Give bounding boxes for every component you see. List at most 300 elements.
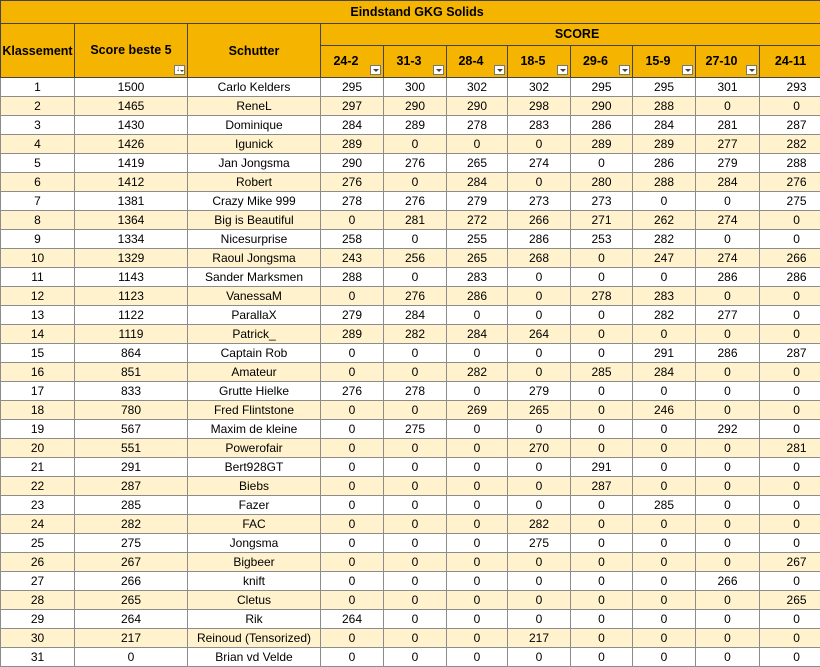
score-cell[interactable]: 286	[760, 268, 820, 287]
score-cell[interactable]: 0	[447, 135, 508, 154]
best5-cell[interactable]: 1430	[75, 116, 188, 135]
score-cell[interactable]: 0	[571, 515, 633, 534]
score-cell[interactable]: 0	[696, 591, 760, 610]
score-cell[interactable]: 0	[760, 496, 820, 515]
score-cell[interactable]: 289	[321, 135, 384, 154]
best5-cell[interactable]: 267	[75, 553, 188, 572]
score-cell[interactable]: 0	[508, 648, 571, 667]
score-cell[interactable]: 0	[508, 458, 571, 477]
score-cell[interactable]: 265	[508, 401, 571, 420]
score-cell[interactable]: 0	[447, 420, 508, 439]
score-cell[interactable]: 266	[760, 249, 820, 268]
shooter-cell[interactable]: ParallaX	[188, 306, 321, 325]
rank-cell[interactable]: 24	[1, 515, 75, 534]
score-cell[interactable]: 288	[633, 97, 696, 116]
shooter-cell[interactable]: Fazer	[188, 496, 321, 515]
score-cell[interactable]: 0	[321, 439, 384, 458]
score-cell[interactable]: 278	[384, 382, 447, 401]
best5-cell[interactable]: 287	[75, 477, 188, 496]
score-cell[interactable]: 0	[571, 344, 633, 363]
score-cell[interactable]: 301	[696, 78, 760, 97]
score-cell[interactable]: 0	[384, 515, 447, 534]
score-cell[interactable]: 0	[571, 268, 633, 287]
score-cell[interactable]: 278	[321, 192, 384, 211]
header-date-3[interactable]	[508, 45, 571, 77]
header-best5[interactable]	[75, 24, 188, 78]
score-cell[interactable]: 0	[447, 439, 508, 458]
score-cell[interactable]: 0	[508, 610, 571, 629]
score-cell[interactable]: 0	[633, 382, 696, 401]
score-cell[interactable]: 0	[696, 382, 760, 401]
score-cell[interactable]: 0	[633, 477, 696, 496]
score-cell[interactable]: 255	[447, 230, 508, 249]
score-cell[interactable]: 253	[571, 230, 633, 249]
score-cell[interactable]: 217	[508, 629, 571, 648]
score-cell[interactable]: 258	[321, 230, 384, 249]
best5-cell[interactable]: 264	[75, 610, 188, 629]
shooter-cell[interactable]: Jongsma	[188, 534, 321, 553]
rank-cell[interactable]: 11	[1, 268, 75, 287]
score-cell[interactable]: 0	[447, 458, 508, 477]
score-cell[interactable]: 0	[696, 230, 760, 249]
score-cell[interactable]: 280	[571, 173, 633, 192]
score-cell[interactable]: 0	[696, 553, 760, 572]
filter-dropdown-icon[interactable]	[746, 65, 757, 75]
score-cell[interactable]: 0	[633, 515, 696, 534]
score-cell[interactable]: 0	[633, 420, 696, 439]
rank-cell[interactable]: 13	[1, 306, 75, 325]
score-cell[interactable]: 0	[384, 496, 447, 515]
score-cell[interactable]: 270	[508, 439, 571, 458]
score-cell[interactable]: 273	[508, 192, 571, 211]
shooter-cell[interactable]: Igunick	[188, 135, 321, 154]
rank-cell[interactable]: 8	[1, 211, 75, 230]
rank-cell[interactable]: 27	[1, 572, 75, 591]
score-cell[interactable]: 266	[508, 211, 571, 230]
score-cell[interactable]: 284	[633, 363, 696, 382]
score-cell[interactable]: 279	[508, 382, 571, 401]
score-cell[interactable]: 0	[696, 477, 760, 496]
score-cell[interactable]: 0	[321, 287, 384, 306]
score-cell[interactable]: 264	[508, 325, 571, 344]
score-cell[interactable]: 0	[384, 135, 447, 154]
shooter-cell[interactable]: Bert928GT	[188, 458, 321, 477]
score-cell[interactable]: 290	[321, 154, 384, 173]
score-cell[interactable]: 286	[696, 268, 760, 287]
score-cell[interactable]: 286	[571, 116, 633, 135]
score-cell[interactable]: 276	[384, 192, 447, 211]
score-cell[interactable]: 0	[633, 325, 696, 344]
score-cell[interactable]: 0	[696, 192, 760, 211]
score-cell[interactable]: 281	[384, 211, 447, 230]
score-cell[interactable]: 276	[760, 173, 820, 192]
score-cell[interactable]: 295	[321, 78, 384, 97]
best5-cell[interactable]: 1465	[75, 97, 188, 116]
rank-cell[interactable]: 17	[1, 382, 75, 401]
score-cell[interactable]: 243	[321, 249, 384, 268]
rank-cell[interactable]: 21	[1, 458, 75, 477]
score-cell[interactable]: 293	[760, 78, 820, 97]
shooter-cell[interactable]: Biebs	[188, 477, 321, 496]
score-cell[interactable]: 0	[384, 230, 447, 249]
rank-cell[interactable]: 20	[1, 439, 75, 458]
shooter-cell[interactable]: Cletus	[188, 591, 321, 610]
score-cell[interactable]: 0	[633, 534, 696, 553]
score-cell[interactable]: 302	[447, 78, 508, 97]
best5-cell[interactable]: 275	[75, 534, 188, 553]
rank-cell[interactable]: 16	[1, 363, 75, 382]
header-rank[interactable]	[1, 24, 75, 78]
score-cell[interactable]: 0	[384, 629, 447, 648]
score-cell[interactable]: 282	[633, 230, 696, 249]
score-cell[interactable]: 0	[760, 382, 820, 401]
rank-cell[interactable]: 28	[1, 591, 75, 610]
score-cell[interactable]: 286	[696, 344, 760, 363]
best5-cell[interactable]: 780	[75, 401, 188, 420]
score-cell[interactable]: 0	[321, 363, 384, 382]
score-cell[interactable]: 265	[760, 591, 820, 610]
shooter-cell[interactable]: Powerofair	[188, 439, 321, 458]
score-cell[interactable]: 295	[633, 78, 696, 97]
score-cell[interactable]: 287	[760, 344, 820, 363]
score-cell[interactable]: 287	[760, 116, 820, 135]
score-cell[interactable]: 0	[633, 572, 696, 591]
best5-cell[interactable]: 1123	[75, 287, 188, 306]
filter-dropdown-icon[interactable]	[682, 65, 693, 75]
score-cell[interactable]: 0	[571, 534, 633, 553]
rank-cell[interactable]: 10	[1, 249, 75, 268]
score-cell[interactable]: 246	[633, 401, 696, 420]
rank-cell[interactable]: 25	[1, 534, 75, 553]
score-cell[interactable]: 0	[321, 477, 384, 496]
score-cell[interactable]: 264	[321, 610, 384, 629]
score-cell[interactable]: 0	[384, 553, 447, 572]
score-cell[interactable]: 0	[384, 268, 447, 287]
score-cell[interactable]: 0	[508, 268, 571, 287]
header-date-4[interactable]	[571, 45, 633, 77]
header-date-7[interactable]	[760, 45, 820, 77]
score-cell[interactable]: 298	[508, 97, 571, 116]
best5-cell[interactable]: 291	[75, 458, 188, 477]
score-cell[interactable]: 0	[760, 610, 820, 629]
score-cell[interactable]: 287	[571, 477, 633, 496]
best5-cell[interactable]: 265	[75, 591, 188, 610]
filter-dropdown-icon[interactable]	[433, 65, 444, 75]
score-cell[interactable]: 0	[696, 439, 760, 458]
best5-cell[interactable]: 282	[75, 515, 188, 534]
score-cell[interactable]: 276	[321, 173, 384, 192]
score-cell[interactable]: 0	[760, 572, 820, 591]
score-cell[interactable]: 265	[447, 154, 508, 173]
score-cell[interactable]: 0	[321, 515, 384, 534]
score-cell[interactable]: 266	[696, 572, 760, 591]
best5-cell[interactable]: 551	[75, 439, 188, 458]
score-cell[interactable]: 0	[696, 610, 760, 629]
score-cell[interactable]: 274	[696, 211, 760, 230]
filter-dropdown-icon[interactable]	[370, 65, 381, 75]
rank-cell[interactable]: 5	[1, 154, 75, 173]
score-cell[interactable]: 282	[760, 135, 820, 154]
shooter-cell[interactable]: Dominique	[188, 116, 321, 135]
rank-cell[interactable]: 4	[1, 135, 75, 154]
score-cell[interactable]: 0	[633, 629, 696, 648]
sort-filter-icon[interactable]	[174, 65, 185, 75]
best5-cell[interactable]: 1119	[75, 325, 188, 344]
score-cell[interactable]: 0	[321, 591, 384, 610]
score-cell[interactable]: 0	[633, 192, 696, 211]
score-cell[interactable]: 0	[760, 534, 820, 553]
rank-cell[interactable]: 12	[1, 287, 75, 306]
score-cell[interactable]: 284	[447, 325, 508, 344]
shooter-cell[interactable]: Big is Beautiful	[188, 211, 321, 230]
score-cell[interactable]: 302	[508, 78, 571, 97]
score-cell[interactable]: 0	[760, 420, 820, 439]
score-cell[interactable]: 0	[447, 477, 508, 496]
rank-cell[interactable]: 9	[1, 230, 75, 249]
score-cell[interactable]: 289	[633, 135, 696, 154]
shooter-cell[interactable]: ReneL	[188, 97, 321, 116]
header-shooter[interactable]	[188, 24, 321, 78]
shooter-cell[interactable]: Carlo Kelders	[188, 78, 321, 97]
score-cell[interactable]: 269	[447, 401, 508, 420]
score-cell[interactable]: 295	[571, 78, 633, 97]
score-cell[interactable]: 0	[760, 325, 820, 344]
score-cell[interactable]: 279	[696, 154, 760, 173]
score-cell[interactable]: 0	[571, 572, 633, 591]
score-cell[interactable]: 0	[384, 439, 447, 458]
score-cell[interactable]: 276	[384, 287, 447, 306]
score-cell[interactable]: 0	[696, 534, 760, 553]
score-cell[interactable]: 0	[321, 534, 384, 553]
score-cell[interactable]: 0	[384, 363, 447, 382]
score-cell[interactable]: 272	[447, 211, 508, 230]
score-cell[interactable]: 267	[760, 553, 820, 572]
score-cell[interactable]: 0	[321, 648, 384, 667]
score-cell[interactable]: 276	[384, 154, 447, 173]
shooter-cell[interactable]: Jan Jongsma	[188, 154, 321, 173]
score-cell[interactable]: 288	[760, 154, 820, 173]
score-cell[interactable]: 0	[447, 629, 508, 648]
score-cell[interactable]: 0	[508, 496, 571, 515]
score-cell[interactable]: 275	[508, 534, 571, 553]
score-cell[interactable]: 0	[571, 401, 633, 420]
score-cell[interactable]: 0	[696, 97, 760, 116]
score-cell[interactable]: 0	[760, 477, 820, 496]
score-cell[interactable]: 282	[384, 325, 447, 344]
best5-cell[interactable]: 1412	[75, 173, 188, 192]
filter-dropdown-icon[interactable]	[619, 65, 630, 75]
score-cell[interactable]: 274	[696, 249, 760, 268]
score-cell[interactable]: 282	[633, 306, 696, 325]
score-cell[interactable]: 284	[384, 306, 447, 325]
score-cell[interactable]: 0	[384, 610, 447, 629]
score-cell[interactable]: 289	[384, 116, 447, 135]
score-cell[interactable]: 0	[571, 420, 633, 439]
score-cell[interactable]: 0	[760, 363, 820, 382]
score-cell[interactable]: 277	[696, 306, 760, 325]
score-cell[interactable]: 0	[321, 629, 384, 648]
rank-cell[interactable]: 3	[1, 116, 75, 135]
score-cell[interactable]: 0	[633, 458, 696, 477]
score-cell[interactable]: 0	[696, 401, 760, 420]
header-date-1[interactable]	[384, 45, 447, 77]
shooter-cell[interactable]: Captain Rob	[188, 344, 321, 363]
score-cell[interactable]: 0	[696, 287, 760, 306]
score-cell[interactable]: 273	[571, 192, 633, 211]
best5-cell[interactable]: 864	[75, 344, 188, 363]
score-cell[interactable]: 0	[321, 572, 384, 591]
score-cell[interactable]: 274	[508, 154, 571, 173]
best5-cell[interactable]: 1500	[75, 78, 188, 97]
score-cell[interactable]: 0	[760, 211, 820, 230]
rank-cell[interactable]: 26	[1, 553, 75, 572]
shooter-cell[interactable]: Rik	[188, 610, 321, 629]
score-cell[interactable]: 0	[571, 249, 633, 268]
score-cell[interactable]: 0	[384, 591, 447, 610]
rank-cell[interactable]: 19	[1, 420, 75, 439]
shooter-cell[interactable]: Bigbeer	[188, 553, 321, 572]
shooter-cell[interactable]: Fred Flintstone	[188, 401, 321, 420]
score-cell[interactable]: 0	[696, 363, 760, 382]
score-cell[interactable]: 0	[321, 496, 384, 515]
score-cell[interactable]: 271	[571, 211, 633, 230]
rank-cell[interactable]: 29	[1, 610, 75, 629]
score-cell[interactable]: 290	[447, 97, 508, 116]
score-cell[interactable]: 0	[384, 344, 447, 363]
shooter-cell[interactable]: Maxim de kleine	[188, 420, 321, 439]
score-cell[interactable]: 0	[384, 401, 447, 420]
score-cell[interactable]: 0	[633, 553, 696, 572]
best5-cell[interactable]: 0	[75, 648, 188, 667]
score-cell[interactable]: 0	[384, 477, 447, 496]
score-cell[interactable]: 0	[633, 268, 696, 287]
score-cell[interactable]: 0	[571, 154, 633, 173]
score-cell[interactable]: 0	[321, 420, 384, 439]
score-cell[interactable]: 286	[508, 230, 571, 249]
score-cell[interactable]: 268	[508, 249, 571, 268]
score-cell[interactable]: 262	[633, 211, 696, 230]
score-cell[interactable]: 284	[447, 173, 508, 192]
score-cell[interactable]: 281	[696, 116, 760, 135]
best5-cell[interactable]: 851	[75, 363, 188, 382]
score-cell[interactable]: 0	[321, 211, 384, 230]
score-cell[interactable]: 247	[633, 249, 696, 268]
best5-cell[interactable]: 1143	[75, 268, 188, 287]
best5-cell[interactable]: 1122	[75, 306, 188, 325]
score-cell[interactable]: 0	[696, 325, 760, 344]
shooter-cell[interactable]: Amateur	[188, 363, 321, 382]
score-cell[interactable]: 292	[696, 420, 760, 439]
score-cell[interactable]: 0	[447, 610, 508, 629]
best5-cell[interactable]: 1334	[75, 230, 188, 249]
score-cell[interactable]: 277	[696, 135, 760, 154]
shooter-cell[interactable]: Crazy Mike 999	[188, 192, 321, 211]
shooter-cell[interactable]: Robert	[188, 173, 321, 192]
score-cell[interactable]: 0	[696, 458, 760, 477]
best5-cell[interactable]: 1329	[75, 249, 188, 268]
score-cell[interactable]: 282	[508, 515, 571, 534]
score-cell[interactable]: 0	[571, 496, 633, 515]
score-cell[interactable]: 0	[447, 572, 508, 591]
score-cell[interactable]: 297	[321, 97, 384, 116]
filter-dropdown-icon[interactable]	[557, 65, 568, 75]
shooter-cell[interactable]: FAC	[188, 515, 321, 534]
score-cell[interactable]: 0	[508, 135, 571, 154]
score-cell[interactable]: 256	[384, 249, 447, 268]
score-cell[interactable]: 0	[384, 572, 447, 591]
score-cell[interactable]: 0	[508, 420, 571, 439]
score-cell[interactable]: 278	[447, 116, 508, 135]
score-cell[interactable]: 0	[633, 610, 696, 629]
shooter-cell[interactable]: Patrick_	[188, 325, 321, 344]
best5-cell[interactable]: 1364	[75, 211, 188, 230]
score-cell[interactable]: 282	[447, 363, 508, 382]
score-cell[interactable]: 0	[508, 173, 571, 192]
score-cell[interactable]: 0	[384, 173, 447, 192]
score-cell[interactable]: 286	[633, 154, 696, 173]
rank-cell[interactable]: 2	[1, 97, 75, 116]
score-cell[interactable]: 0	[508, 306, 571, 325]
shooter-cell[interactable]: knift	[188, 572, 321, 591]
score-cell[interactable]: 0	[760, 230, 820, 249]
score-cell[interactable]: 284	[633, 116, 696, 135]
score-cell[interactable]: 0	[447, 382, 508, 401]
score-cell[interactable]: 0	[447, 496, 508, 515]
score-cell[interactable]: 0	[760, 648, 820, 667]
rank-cell[interactable]: 18	[1, 401, 75, 420]
rank-cell[interactable]: 6	[1, 173, 75, 192]
score-cell[interactable]: 0	[571, 553, 633, 572]
score-cell[interactable]: 291	[571, 458, 633, 477]
shooter-cell[interactable]: Grutte Hielke	[188, 382, 321, 401]
score-cell[interactable]: 288	[321, 268, 384, 287]
score-cell[interactable]: 0	[508, 572, 571, 591]
shooter-cell[interactable]: Reinoud (Tensorized)	[188, 629, 321, 648]
score-cell[interactable]: 0	[321, 344, 384, 363]
score-cell[interactable]: 283	[633, 287, 696, 306]
score-cell[interactable]: 279	[447, 192, 508, 211]
score-cell[interactable]: 0	[384, 648, 447, 667]
score-cell[interactable]: 291	[633, 344, 696, 363]
shooter-cell[interactable]: Raoul Jongsma	[188, 249, 321, 268]
score-cell[interactable]: 0	[321, 553, 384, 572]
score-cell[interactable]: 0	[321, 458, 384, 477]
score-cell[interactable]: 0	[571, 610, 633, 629]
score-cell[interactable]: 275	[760, 192, 820, 211]
score-cell[interactable]: 283	[447, 268, 508, 287]
best5-cell[interactable]: 285	[75, 496, 188, 515]
score-cell[interactable]: 0	[760, 97, 820, 116]
score-cell[interactable]: 0	[760, 629, 820, 648]
score-cell[interactable]: 281	[760, 439, 820, 458]
score-cell[interactable]: 290	[384, 97, 447, 116]
score-cell[interactable]: 0	[447, 648, 508, 667]
score-cell[interactable]: 290	[571, 97, 633, 116]
header-date-0[interactable]	[321, 45, 384, 77]
score-cell[interactable]: 0	[508, 363, 571, 382]
score-cell[interactable]: 286	[447, 287, 508, 306]
score-cell[interactable]: 0	[508, 287, 571, 306]
rank-cell[interactable]: 15	[1, 344, 75, 363]
score-cell[interactable]: 289	[321, 325, 384, 344]
best5-cell[interactable]: 1381	[75, 192, 188, 211]
rank-cell[interactable]: 14	[1, 325, 75, 344]
score-cell[interactable]: 0	[447, 306, 508, 325]
score-cell[interactable]: 289	[571, 135, 633, 154]
score-cell[interactable]: 0	[447, 553, 508, 572]
score-cell[interactable]: 0	[696, 648, 760, 667]
header-date-6[interactable]	[696, 45, 760, 77]
